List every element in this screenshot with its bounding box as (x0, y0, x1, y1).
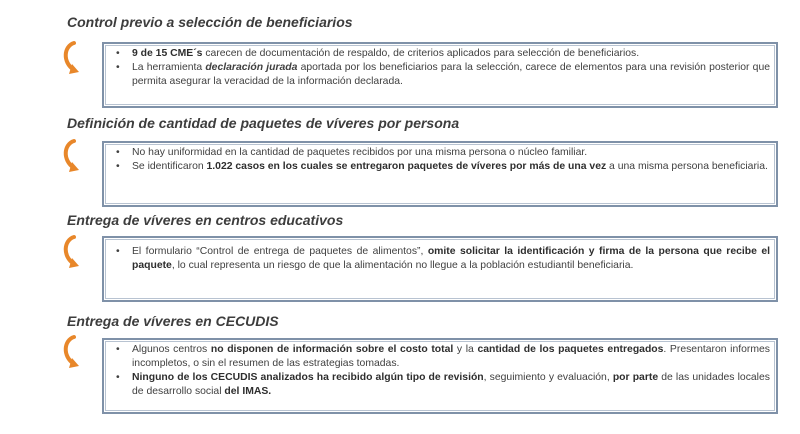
list-item (114, 245, 770, 273)
section-heading: Entrega de víveres en centros educativos (67, 212, 344, 228)
highlight-text: por parte (612, 372, 659, 383)
highlight-text: cantidad de los paquetes entregados (477, 344, 664, 355)
findings-box (102, 236, 778, 302)
bullet-icon: • (116, 344, 120, 355)
bullet-icon: • (116, 62, 120, 73)
list-item (114, 47, 770, 61)
bullet-icon: • (116, 48, 120, 59)
findings-box (102, 141, 778, 207)
curved-arrow-icon (60, 40, 90, 76)
findings-list (104, 340, 776, 403)
findings-box (102, 338, 778, 414)
item-text: aportada por los beneficiarios para la selección, carece de elementos para una revisión posterior que permita asegurar la veracidad de la información declarada. (132, 62, 770, 87)
item-text: de las unidades locales de desarrollo social (132, 372, 770, 397)
list-item (114, 371, 770, 399)
highlight-text: 9 de 15 CME´s (132, 48, 203, 59)
item-text: carecen de documentación de respaldo, de criterios aplicados para selección de beneficiarios. (202, 48, 640, 59)
bullet-icon: • (116, 161, 120, 172)
highlight-text: Ninguno de los CECUDIS analizados ha recibido algún tipo de revisión (132, 372, 484, 383)
item-text: El formulario “Control de entrega de paquetes de alimentos”, (132, 246, 428, 257)
item-text: , seguimiento y evaluación, (483, 372, 613, 383)
item-text: Se identificaron (132, 161, 207, 172)
highlight-text: declaración jurada (205, 62, 298, 73)
section-heading: Control previo a selección de beneficiarios (67, 14, 353, 30)
bullet-icon: • (116, 372, 120, 383)
findings-box (102, 42, 778, 108)
bullet-icon: • (116, 246, 120, 257)
findings-list (104, 238, 776, 277)
section-heading: Entrega de víveres en CECUDIS (67, 313, 279, 329)
curved-arrow-icon (60, 234, 90, 270)
item-text: No hay uniformidad en la cantidad de paquetes recibidos por una misma persona o núcleo familiar. (132, 147, 588, 158)
curved-arrow-icon (60, 138, 90, 174)
findings-list (104, 44, 776, 93)
highlight-text: del IMAS. (224, 386, 272, 397)
curved-arrow-icon (60, 334, 90, 370)
item-text: Algunos centros (132, 344, 211, 355)
list-item (114, 343, 770, 371)
list-item (114, 61, 770, 89)
item-text: y la (453, 344, 478, 355)
item-text: , lo cual representa un riesgo de que la alimentación no llegue a la población estudiantil beneficiaria. (171, 260, 634, 271)
highlight-text: 1.022 casos en los cuales se entregaron paquetes de víveres por más de una vez (206, 161, 607, 172)
list-item (114, 160, 770, 174)
item-text: . Presentaron informes incompletos, o sin el resumen de las estrategias tomadas. (132, 344, 770, 369)
item-text: a una misma persona beneficiaria. (606, 161, 768, 172)
item-text: La herramienta (132, 62, 206, 73)
highlight-text: omite solicitar la identificación y firma de la persona que recibe el paquete (132, 246, 770, 271)
bullet-icon: • (116, 147, 120, 158)
section-heading: Definición de cantidad de paquetes de víveres por persona (67, 115, 460, 131)
findings-list (104, 143, 776, 178)
list-item (114, 146, 770, 160)
highlight-text: no disponen de información sobre el costo total (210, 344, 454, 355)
